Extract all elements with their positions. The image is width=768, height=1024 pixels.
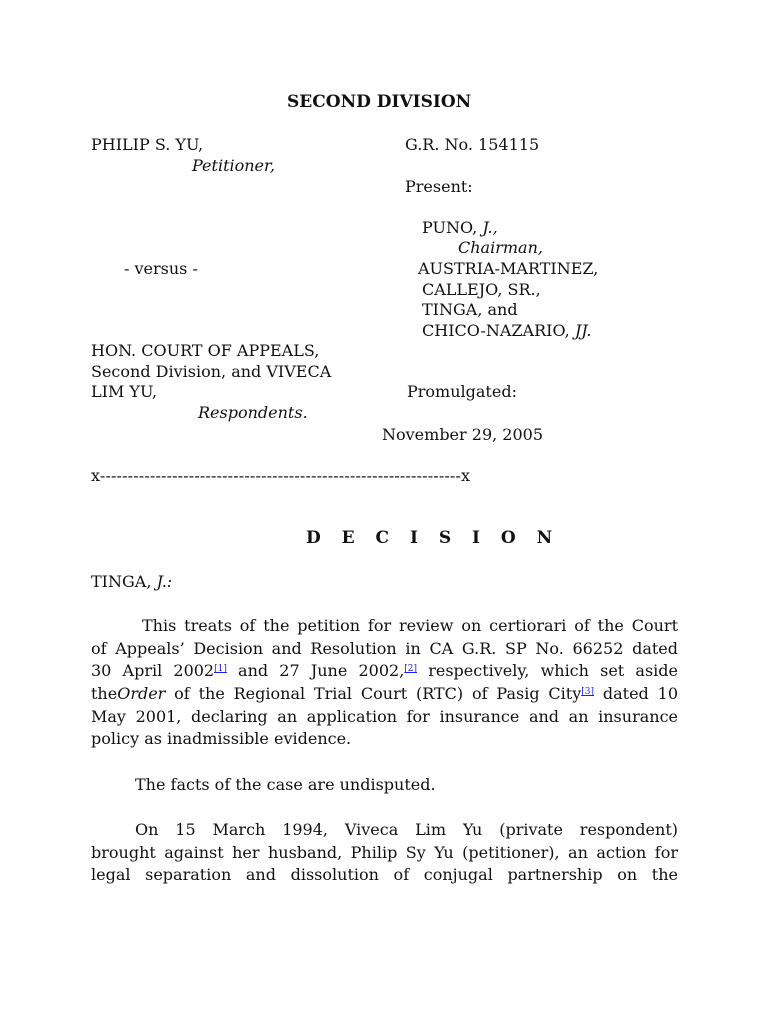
p1-l4-text-b: of the Regional Trial Court (RTC) of Pasig City bbox=[165, 684, 582, 704]
paragraph-1-line-4 bbox=[91, 683, 678, 706]
paragraph-1-line-1: This treats of the petition for review on certiorari of the Court bbox=[142, 616, 678, 635]
justice-callejo: CALLEJO, SR., bbox=[422, 280, 541, 299]
p1-l4-text-c: dated 10 bbox=[594, 684, 678, 704]
justice-puno bbox=[422, 218, 498, 238]
justice-chico-suffix: JJ. bbox=[574, 321, 592, 340]
p1-l3-text-c: respectively, which set aside bbox=[417, 661, 678, 681]
promulgated-label: Promulgated: bbox=[407, 382, 517, 401]
present-label: Present: bbox=[405, 177, 473, 196]
p1-l3-text-b: and 27 June 2002, bbox=[226, 661, 405, 681]
gr-number: G.R. No. 154115 bbox=[405, 135, 540, 154]
paragraph-3-line-2: brought against her husband, Philip Sy Yu (petitioner), an action for bbox=[91, 842, 678, 862]
justice-chico-name: CHICO-NAZARIO, bbox=[422, 321, 570, 340]
paragraph-2: The facts of the case are undisputed. bbox=[135, 775, 436, 794]
ponente bbox=[91, 572, 172, 592]
justice-puno-name: PUNO, bbox=[422, 218, 478, 237]
paragraph-1-line-5: May 2001, declaring an application for insurance and an insurance bbox=[91, 706, 678, 726]
petitioner-name: PHILIP S. YU, bbox=[91, 135, 204, 154]
p1-l3-text-a: 30 April 2002 bbox=[91, 661, 215, 681]
paragraph-1-line-3 bbox=[91, 660, 678, 683]
versus-label: - versus - bbox=[124, 259, 198, 278]
justice-puno-suffix: J., bbox=[482, 218, 498, 237]
respondent-line-2: Second Division, and VIVECA bbox=[91, 362, 332, 381]
petitioner-role: Petitioner, bbox=[192, 156, 275, 175]
p1-l4-text-a: the bbox=[91, 684, 118, 704]
justice-tinga: TINGA, and bbox=[422, 300, 518, 319]
paragraph-1-line-6: policy as inadmissible evidence. bbox=[91, 729, 352, 749]
p1-l4-order: Order bbox=[117, 684, 166, 704]
justice-chairman: Chairman, bbox=[458, 238, 543, 257]
promulgated-date: November 29, 2005 bbox=[382, 425, 544, 444]
decision-title: D E C I S I O N bbox=[306, 528, 560, 548]
paragraph-3 bbox=[91, 819, 678, 887]
ponente-name: TINGA, bbox=[91, 572, 152, 591]
footnote-link-3[interactable]: [3] bbox=[581, 687, 595, 698]
respondent-role: Respondents. bbox=[198, 403, 308, 422]
ponente-suffix: J.: bbox=[156, 572, 173, 591]
caption-separator: x-----------------------------------------------------------------x bbox=[91, 466, 471, 485]
paragraph-3-line-3: legal separation and dissolution of conjugal partnership on the bbox=[91, 865, 678, 885]
footnote-link-2[interactable]: [2] bbox=[404, 664, 418, 675]
division-heading: SECOND DIVISION bbox=[287, 92, 472, 112]
respondent-line-1: HON. COURT OF APPEALS, bbox=[91, 341, 320, 360]
paragraph-1 bbox=[91, 615, 678, 751]
paragraph-1-line-2: of Appeals’ Decision and Resolution in CA G.R. SP No. 66252 dated bbox=[91, 638, 678, 658]
footnote-link-1[interactable]: [1] bbox=[214, 664, 227, 675]
justice-austria-martinez: AUSTRIA-MARTINEZ, bbox=[418, 259, 599, 278]
paragraph-3-line-1: On 15 March 1994, Viveca Lim Yu (private respondent) bbox=[135, 820, 678, 839]
justice-chico-nazario bbox=[422, 321, 592, 341]
respondent-line-3: LIM YU, bbox=[91, 382, 158, 401]
